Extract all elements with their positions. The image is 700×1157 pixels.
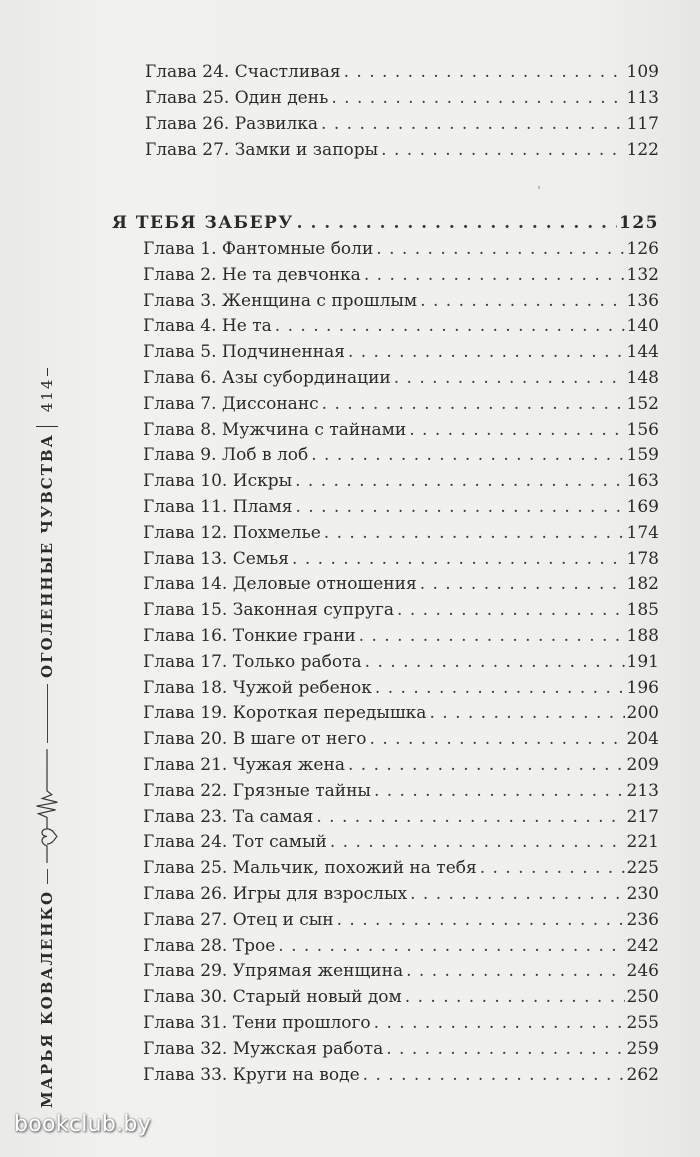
- leader-dots: [337, 910, 625, 930]
- toc-entry-title: Глава 6. Азы субординации: [143, 368, 391, 388]
- toc-entry-title: Глава 23. Та самая: [143, 806, 314, 827]
- toc-entry: [143, 420, 659, 446]
- leader-dots: [394, 368, 625, 388]
- toc-entry-page: 185: [626, 600, 659, 621]
- divider-line: [47, 869, 48, 884]
- toc-entry-page: 169: [626, 497, 659, 517]
- page-number: 414: [38, 377, 56, 413]
- toc-entry: [143, 884, 659, 910]
- leader-dots: [292, 549, 625, 569]
- toc-entry-title: Глава 26. Игры для взрослых: [143, 884, 408, 904]
- toc-entry: [145, 140, 659, 166]
- toc-entry: [143, 807, 659, 833]
- toc-entry-title: Глава 9. Лоб в лоб: [143, 445, 309, 466]
- divider-bar: [36, 426, 58, 427]
- toc-entry-title: Глава 26. Развилка: [145, 114, 319, 134]
- toc-entry: [143, 265, 659, 291]
- toc-entry-page: 117: [626, 114, 659, 134]
- leader-dots: [359, 626, 625, 646]
- toc-entry: [143, 910, 659, 936]
- toc-entry-page: 188: [626, 626, 659, 646]
- toc-entry-title: Глава 20. В шаге от него: [143, 729, 367, 750]
- leader-dots: [374, 1013, 625, 1033]
- toc-entry-page: 242: [626, 935, 659, 956]
- toc-entry: [143, 239, 659, 265]
- toc-entry-title: Глава 5. Подчиненная: [143, 342, 345, 363]
- toc-entry: [143, 626, 659, 652]
- toc-entry: [143, 858, 659, 884]
- toc-entry: [143, 523, 659, 549]
- toc-entry-page: 132: [626, 264, 659, 285]
- running-head-text: [30, 368, 64, 1108]
- part-page: 125: [619, 213, 659, 233]
- toc-entry-page: 182: [626, 574, 659, 595]
- leader-dots: [376, 239, 624, 259]
- toc-entry-page: 126: [626, 239, 659, 259]
- toc-entry-title: Глава 16. Тонкие грани: [143, 626, 356, 646]
- leader-dots: [316, 807, 624, 827]
- leader-dots: [386, 1039, 624, 1059]
- leader-dots: [410, 884, 624, 904]
- toc-entry-title: Глава 24. Счастливая: [145, 62, 341, 82]
- toc-entry-title: Глава 33. Круги на воде: [143, 1064, 360, 1085]
- toc-entry-title: Глава 22. Грязные тайны: [143, 780, 371, 801]
- toc-entry-page: 122: [626, 140, 659, 160]
- leader-dots: [348, 342, 625, 362]
- toc-entry-page: 217: [626, 806, 659, 827]
- leader-dots: [330, 832, 625, 852]
- toc-entry: [145, 114, 659, 140]
- divider-tick: [47, 368, 48, 376]
- toc-entry-title: Глава 27. Замки и запоры: [145, 140, 379, 160]
- toc-entry-page: 159: [626, 445, 659, 466]
- toc-entry-page: 236: [626, 909, 659, 930]
- toc-entry-title: Глава 29. Упрямая женщина: [143, 961, 404, 982]
- toc-entry: [143, 445, 659, 471]
- leader-dots: [311, 445, 624, 465]
- toc-entry-page: 204: [626, 729, 659, 750]
- toc-entry-title: Глава 31. Тени прошлого: [143, 1013, 371, 1033]
- toc-entry: [143, 755, 659, 781]
- series-title: ОГОЛЕННЫЕ ЧУВСТВА: [38, 433, 56, 678]
- leader-dots: [429, 703, 624, 723]
- toc-entry-page: 259: [626, 1038, 659, 1059]
- toc-entry-title: Глава 24. Тот самый: [143, 832, 327, 853]
- toc-entry: [143, 652, 659, 678]
- leader-dots: [374, 781, 625, 801]
- toc-entry-title: Глава 11. Пламя: [143, 497, 293, 517]
- toc-entry: [143, 574, 659, 600]
- toc-entry: [143, 291, 659, 317]
- toc-entry-page: 136: [626, 290, 659, 311]
- toc-entry: [143, 600, 659, 626]
- leader-dots: [278, 936, 624, 956]
- leader-dots: [297, 213, 617, 233]
- toc-entry-page: 109: [626, 62, 659, 82]
- toc-entry: [143, 1039, 659, 1065]
- toc-entry: [143, 703, 659, 729]
- author-name: МАРЬЯ КОВАЛЕНКО: [38, 889, 56, 1108]
- toc-entry-page: 200: [626, 703, 659, 724]
- toc-entry: [143, 987, 659, 1013]
- leader-dots: [295, 471, 624, 491]
- toc-entry-page: 196: [626, 677, 659, 698]
- leader-dots: [480, 858, 625, 878]
- toc-entry-title: Глава 7. Диссонанс: [143, 393, 319, 414]
- part-title: Я ТЕБЯ ЗАБЕРУ: [112, 213, 294, 233]
- toc-entry-title: Глава 25. Мальчик, похожий на тебя: [143, 858, 477, 879]
- leader-dots: [295, 497, 624, 517]
- toc-entry-title: Глава 2. Не та девчонка: [143, 264, 361, 285]
- toc-entry-title: Глава 3. Женщина с прошлым: [143, 290, 418, 311]
- leader-dots: [420, 574, 625, 594]
- toc-entry-page: 163: [626, 471, 659, 492]
- leader-dots: [381, 140, 624, 160]
- leader-dots: [420, 291, 624, 311]
- toc-entry: [143, 936, 659, 962]
- toc-entry: [145, 88, 659, 114]
- heartbeat-logo-icon: [32, 749, 62, 863]
- leader-dots: [363, 1065, 625, 1085]
- toc-entry: [143, 961, 659, 987]
- leader-dots: [364, 265, 625, 285]
- leader-dots: [406, 961, 624, 981]
- toc-entry: [143, 368, 659, 394]
- toc-entry-page: 262: [626, 1064, 659, 1085]
- leader-dots: [348, 755, 625, 775]
- toc-entry-title: Глава 27. Отец и сын: [143, 909, 334, 930]
- toc-entry-title: Глава 25. Один день: [145, 88, 329, 108]
- toc-entry-title: Глава 17. Только работа: [143, 651, 362, 672]
- toc-entry-page: 156: [626, 419, 659, 440]
- divider-line: [47, 684, 48, 743]
- toc-entry: [143, 832, 659, 858]
- toc-entry-page: 152: [626, 393, 659, 414]
- leader-dots: [344, 62, 625, 82]
- toc-entry-title: Глава 21. Чужая жена: [143, 755, 345, 775]
- toc-entry: [143, 497, 659, 523]
- toc-entry: [143, 549, 659, 575]
- toc-entry-page: 178: [626, 548, 659, 569]
- leader-dots: [397, 600, 625, 620]
- toc-entry-title: Глава 13. Семья: [143, 548, 290, 569]
- toc-entry-page: 221: [626, 832, 659, 853]
- leader-dots: [322, 394, 625, 414]
- toc-entry-page: 144: [626, 342, 659, 363]
- leader-dots: [331, 88, 624, 108]
- toc-entry-page: 230: [626, 884, 659, 904]
- leader-dots: [405, 987, 625, 1007]
- toc-entry-page: 246: [626, 961, 659, 982]
- toc-entry-page: 113: [626, 88, 659, 108]
- toc-entry: [143, 342, 659, 368]
- toc-entry-title: Глава 8. Мужчина с тайнами: [143, 419, 407, 440]
- toc-part-heading: [112, 213, 659, 239]
- leader-dots: [324, 523, 625, 543]
- toc-entry-title: Глава 32. Мужская работа: [143, 1038, 384, 1059]
- leader-dots: [275, 316, 625, 336]
- toc-entry-title: Глава 1. Фантомные боли: [143, 239, 374, 259]
- toc-entry-page: 209: [626, 755, 659, 775]
- toc-entry-title: Глава 30. Старый новый дом: [143, 987, 402, 1008]
- toc-entry-title: Глава 14. Деловые отношения: [143, 574, 417, 595]
- toc-entry-title: Глава 12. Похмелье: [143, 522, 321, 543]
- toc-entry: [143, 1065, 659, 1091]
- toc-entry-title: Глава 18. Чужой ребенок: [143, 677, 372, 698]
- watermark: bookclub.by: [14, 1112, 152, 1137]
- toc-entry: [143, 394, 659, 420]
- toc-entry-page: 213: [626, 780, 659, 801]
- toc-entry-title: Глава 28. Трое: [143, 935, 276, 956]
- running-head: [22, 368, 62, 1108]
- leader-dots: [409, 420, 624, 440]
- leader-dots: [375, 678, 625, 698]
- toc-entry: [143, 1013, 659, 1039]
- toc-entry: [143, 729, 659, 755]
- toc-entry-page: 174: [626, 522, 659, 543]
- toc-entry-title: Глава 15. Законная супруга: [143, 600, 395, 621]
- leader-dots: [365, 652, 625, 672]
- print-speck: [538, 186, 540, 189]
- toc-entry-title: Глава 4. Не та: [143, 316, 272, 337]
- toc-entry-page: 225: [626, 858, 659, 879]
- toc-entry-title: Глава 19. Короткая передышка: [143, 703, 427, 724]
- leader-dots: [321, 114, 625, 134]
- toc-entry-title: Глава 10. Искры: [143, 471, 293, 492]
- toc-entry-page: 191: [626, 651, 659, 672]
- toc-entry-page: 140: [626, 316, 659, 337]
- toc-entry: [143, 678, 659, 704]
- leader-dots: [370, 729, 625, 749]
- toc-entry: [143, 471, 659, 497]
- toc-entry-page: 255: [626, 1013, 659, 1033]
- toc-entry-page: 250: [626, 987, 659, 1008]
- toc-entry: [143, 316, 659, 342]
- toc-entry: [143, 781, 659, 807]
- toc-entry: [145, 62, 659, 88]
- toc-entry-page: 148: [626, 368, 659, 388]
